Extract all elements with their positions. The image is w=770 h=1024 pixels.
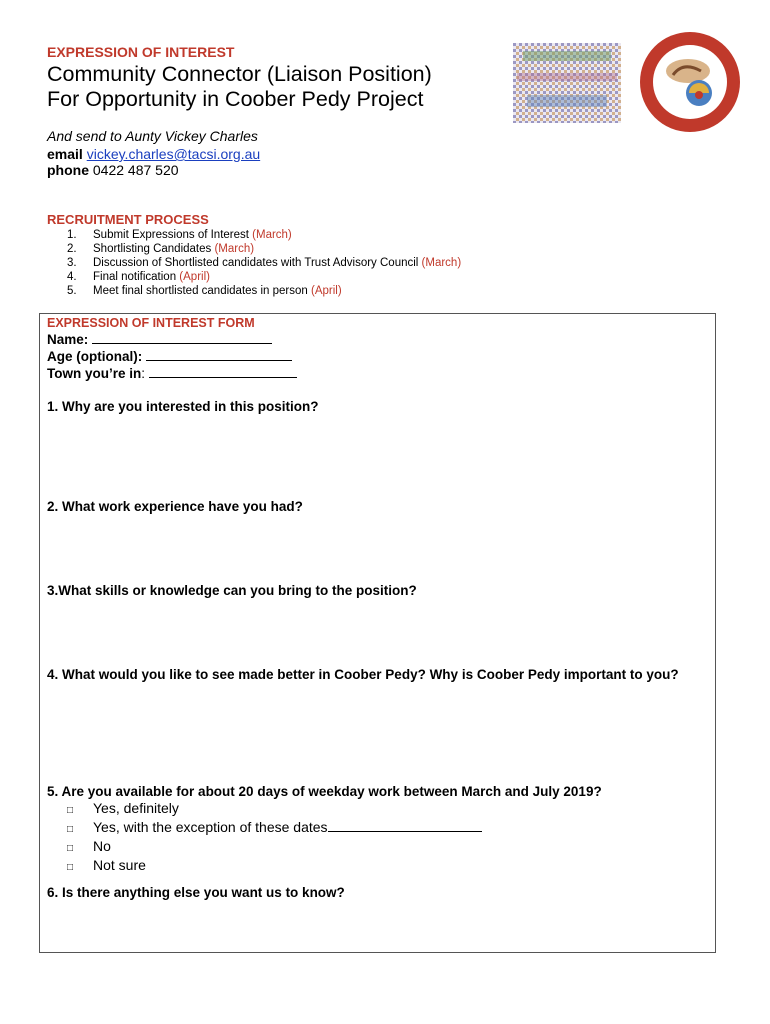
option-yes-definitely[interactable]: □ Yes, definitely [67, 800, 482, 819]
checkbox-icon[interactable]: □ [67, 824, 74, 835]
list-item: 2. Shortlisting Candidates (March) [67, 243, 255, 255]
email-row [47, 146, 260, 162]
phone-value: 0422 487 520 [92, 162, 179, 178]
age-label: Age (optional): [47, 349, 143, 364]
question-2: 2. What work experience have you had? [47, 499, 303, 514]
age-field[interactable] [47, 348, 292, 364]
list-item: 3. Discussion of Shortlisted candidates with Trust Advisory Council (March) [67, 257, 462, 269]
question-4: 4. What would you like to see made better in Coober Pedy? Why is Coober Pedy important to you? [47, 667, 679, 682]
contact-block [47, 146, 260, 178]
form-title: EXPRESSION OF INTEREST FORM [47, 316, 255, 330]
list-item: 5. Meet final shortlisted candidates in person (April) [67, 285, 342, 297]
email-link[interactable]: vickey.charles@tacsi.org.au [86, 146, 261, 162]
option-no[interactable]: □ No [67, 838, 482, 857]
recruitment-heading: RECRUITMENT PROCESS [47, 212, 209, 227]
recruitment-steps [67, 228, 461, 298]
page-title [47, 62, 432, 112]
name-blank[interactable] [92, 331, 272, 344]
name-label: Name: [47, 332, 89, 347]
q5-options [67, 800, 482, 876]
send-to-text: And send to Aunty Vickey Charles [47, 128, 258, 144]
checkbox-icon[interactable]: □ [67, 843, 74, 854]
checkbox-icon[interactable]: □ [67, 862, 74, 873]
option-yes-with-exception[interactable]: □ Yes, with the exception of these dates [67, 819, 482, 838]
town-blank[interactable] [149, 365, 297, 378]
title-line-1: Community Connector (Liaison Position) [47, 62, 432, 86]
checkbox-icon[interactable]: □ [67, 805, 74, 816]
partner-logo-icon [513, 43, 621, 123]
question-3: 3.What skills or knowledge can you bring to the position? [47, 583, 417, 598]
age-blank[interactable] [146, 348, 292, 361]
eoi-heading: EXPRESSION OF INTEREST [47, 44, 235, 60]
question-5: 5. Are you available for about 20 days of weekday work between March and July 2019? [47, 784, 602, 799]
email-label: email [47, 146, 83, 162]
town-field[interactable]: Town you’re in: [47, 365, 297, 381]
phone-row [47, 162, 260, 178]
list-item: 1. Submit Expressions of Interest (March) [67, 229, 292, 241]
list-item: 4. Final notification (April) [67, 271, 210, 283]
option-not-sure[interactable]: □ Not sure [67, 857, 482, 876]
question-1: 1. Why are you interested in this position? [47, 399, 319, 414]
town-label: Town you’re in [47, 366, 142, 381]
title-line-2: For Opportunity in Coober Pedy Project [47, 87, 424, 111]
name-field[interactable] [47, 331, 272, 347]
phone-label: phone [47, 162, 89, 178]
question-6: 6. Is there anything else you want us to know? [47, 885, 345, 900]
aboriginal-corporation-seal-icon [633, 31, 748, 134]
exception-dates-blank[interactable] [328, 819, 482, 832]
